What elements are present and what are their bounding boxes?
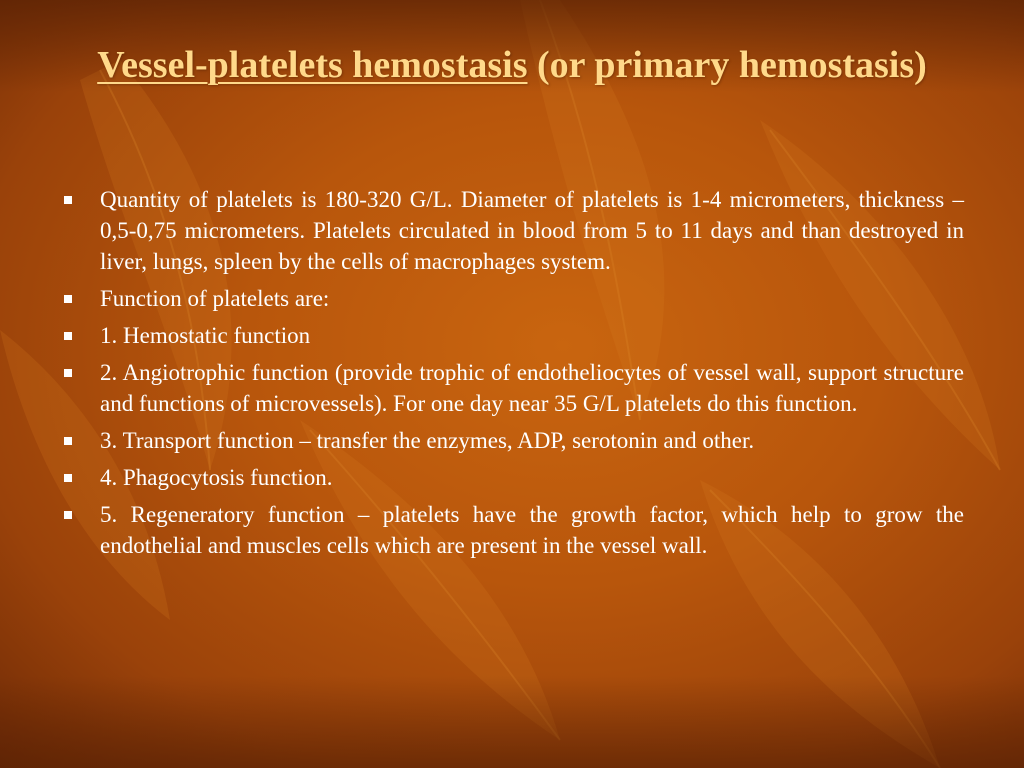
slide-title <box>0 34 1024 96</box>
bullet-item <box>62 357 964 419</box>
bullet-list <box>62 184 964 567</box>
title-rest: (or primary hemostasis) <box>527 44 927 86</box>
square-bullet-icon <box>64 295 72 303</box>
bullet-item <box>62 283 964 314</box>
bullet-item <box>62 462 964 493</box>
bullet-item <box>62 499 964 561</box>
bullet-text: 3. Transport function – transfer the enzymes, ADP, serotonin and other. <box>100 428 755 453</box>
bullet-item <box>62 184 964 277</box>
bullet-item <box>62 320 964 351</box>
square-bullet-icon <box>64 474 72 482</box>
square-bullet-icon <box>64 511 72 519</box>
square-bullet-icon <box>64 437 72 445</box>
square-bullet-icon <box>64 196 72 204</box>
square-bullet-icon <box>64 369 72 377</box>
bullet-text: Quantity of platelets is 180-320 G/L. Diameter of platelets is 1-4 micrometers, thickness – 0,5-0,75 micrometers. Platelets circulated in blood from 5 to 11 days and than destroyed in liver, lungs, spleen by the cells of macrophages system. <box>100 187 964 274</box>
bullet-item <box>62 425 964 456</box>
bullet-text: 4. Phagocytosis function. <box>100 465 333 490</box>
square-bullet-icon <box>64 332 72 340</box>
bullet-text: Function of platelets are: <box>100 286 330 311</box>
bullet-text: 1. Hemostatic function <box>100 323 311 348</box>
bullet-text: 2. Angiotrophic function (provide trophic of endotheliocytes of vessel wall, support structure and functions of microvessels). For one day near 35 G/L platelets do this function. <box>100 360 964 416</box>
title-underlined: Vessel-platelets hemostasis <box>97 44 528 86</box>
bullet-text: 5. Regeneratory function – platelets have the growth factor, which help to grow the endothelial and muscles cells which are present in the vessel wall. <box>100 502 964 558</box>
